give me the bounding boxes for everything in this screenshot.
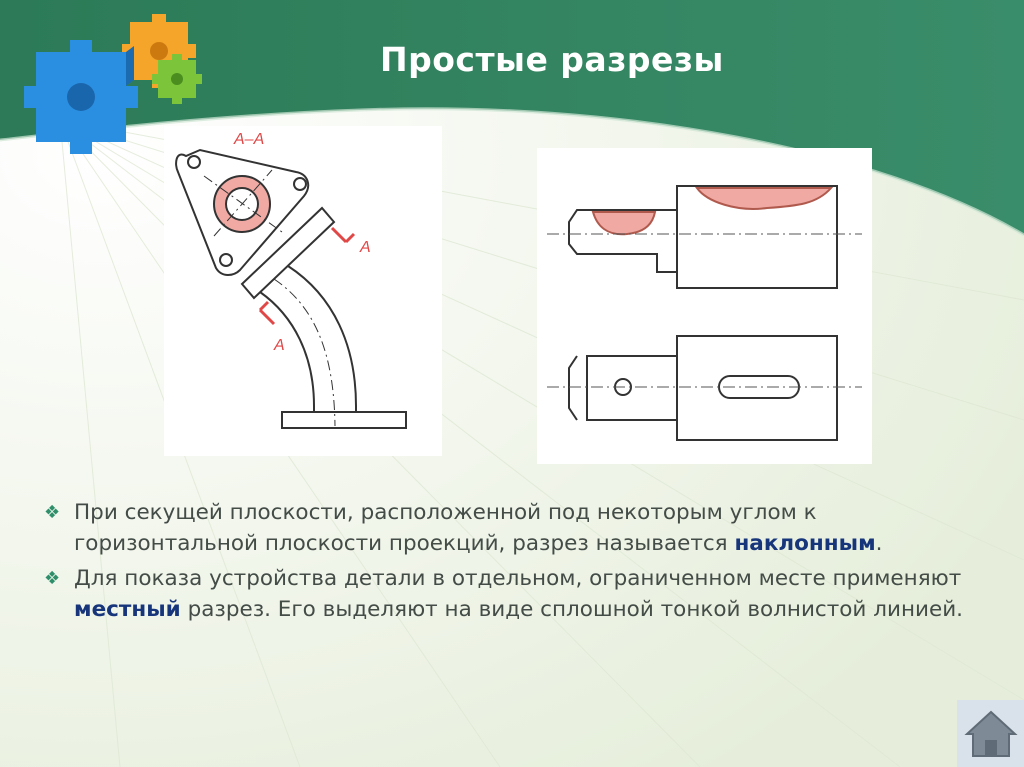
home-icon[interactable] bbox=[957, 700, 1024, 767]
diamond-bullet-icon: ❖ bbox=[44, 502, 61, 523]
term-inclined: наклонным bbox=[734, 531, 876, 556]
diamond-bullet-icon: ❖ bbox=[44, 568, 61, 589]
inclined-section-drawing bbox=[164, 126, 442, 456]
section-label: А–А bbox=[234, 131, 265, 148]
local-section-drawing bbox=[537, 148, 872, 464]
bullet-item-local: ❖ Для показа устройства детали в отдельном, ограниченном месте применяют местный разрез. Его выделяют на виде сплошной тонкой волнистой линией. bbox=[44, 563, 984, 625]
cut-label-top: А bbox=[360, 239, 371, 256]
term-local: местный bbox=[74, 597, 181, 622]
bullet-item-inclined: ❖ При секущей плоскости, расположенной под некоторым углом к горизонтальной плоскости проекций, разрез называется наклонным. bbox=[44, 497, 984, 559]
page-title: Простые разрезы bbox=[380, 40, 724, 79]
bullet-list bbox=[44, 497, 984, 629]
cut-label-bottom: А bbox=[274, 337, 285, 354]
